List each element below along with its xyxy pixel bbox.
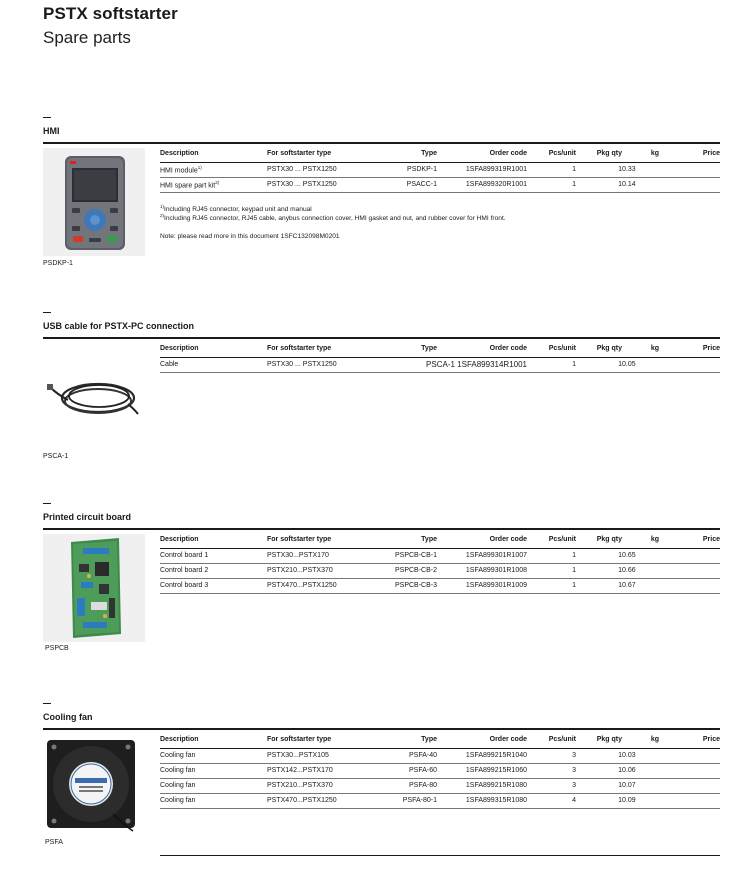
cell-order-code: 1SFA899215R1040 bbox=[437, 748, 527, 763]
cell-price bbox=[659, 793, 720, 808]
col-kg: kg bbox=[622, 146, 659, 162]
col-softstarter: For softstarter type bbox=[267, 532, 385, 548]
cell-pcs-unit: 1 bbox=[527, 177, 576, 192]
cell-type: PSFA-60 bbox=[385, 763, 437, 778]
cell-description: HMI module$^{1)}$ bbox=[160, 162, 267, 177]
cell-type: PSDKP-1 bbox=[385, 162, 437, 177]
section-dash bbox=[43, 117, 51, 118]
table-header-row bbox=[160, 732, 720, 748]
cooling-fan-photo bbox=[43, 736, 139, 834]
table-row bbox=[160, 778, 720, 793]
cell-price bbox=[659, 548, 720, 563]
cell-order-code: 1SFA899301R1007 bbox=[437, 548, 527, 563]
usb-parts-table bbox=[160, 341, 720, 373]
footnote-1: $^{1)}$Including RJ45 connector, keypad unit and manual bbox=[160, 204, 312, 214]
table-row bbox=[160, 177, 720, 192]
section-title-usb: USB cable for PSTX-PC connection bbox=[43, 321, 195, 331]
cell-description: Cooling fan bbox=[160, 748, 267, 763]
section-rule bbox=[43, 337, 720, 339]
cell-type: PSFA-80-1 bbox=[385, 793, 437, 808]
cell-order-code: 1SFA899315R1080 bbox=[437, 793, 527, 808]
cell-price bbox=[659, 563, 720, 578]
cell-pkg-qty: 1 bbox=[576, 162, 622, 177]
image-label-hmi: PSDKP-1 bbox=[43, 260, 73, 267]
col-softstarter: For softstarter type bbox=[267, 146, 385, 162]
table-row bbox=[160, 748, 720, 763]
cell-pkg-qty: 1 bbox=[576, 748, 622, 763]
section-dash bbox=[43, 703, 51, 704]
col-softstarter: For softstarter type bbox=[267, 341, 385, 357]
cell-pkg-qty: 1 bbox=[576, 778, 622, 793]
section-title-fan: Cooling fan bbox=[43, 712, 93, 722]
table-row bbox=[160, 578, 720, 593]
col-order-code: Order code bbox=[437, 532, 527, 548]
cell-softstarter: PSTX470...PSTX1250 bbox=[267, 793, 385, 808]
page-title: PSTX softstarter bbox=[43, 4, 178, 23]
cell-price bbox=[659, 778, 720, 793]
footnote-2: $^{2)}$Including RJ45 connector, RJ45 cable, anybus connection cover, HMI gasket and nut, and rubber cover for HMI front. bbox=[160, 213, 506, 223]
cell-kg: 0.67 bbox=[622, 578, 659, 593]
image-label-pcb: PSPCB bbox=[45, 645, 69, 652]
cell-softstarter: PSTX30...PSTX170 bbox=[267, 548, 385, 563]
section-title-pcb: Printed circuit board bbox=[43, 512, 132, 522]
col-price: Price bbox=[659, 732, 720, 748]
col-type: Type bbox=[385, 732, 437, 748]
cell-price bbox=[659, 763, 720, 778]
col-order-code: Order code bbox=[437, 341, 527, 357]
cell-type: PSFA-80 bbox=[385, 778, 437, 793]
cell-kg: 0.09 bbox=[622, 793, 659, 808]
col-description: Description bbox=[160, 146, 267, 162]
cell-pcs-unit: 3 bbox=[527, 748, 576, 763]
cell-pcs-unit: 1 bbox=[527, 162, 576, 177]
cell-pcs-unit: 3 bbox=[527, 763, 576, 778]
section-dash bbox=[43, 503, 51, 504]
col-pkg-qty: Pkg qty bbox=[576, 732, 622, 748]
cell-kg: 0.03 bbox=[622, 748, 659, 763]
col-pcs-unit: Pcs/unit bbox=[527, 732, 576, 748]
col-kg: kg bbox=[622, 732, 659, 748]
page-subtitle: Spare parts bbox=[43, 28, 131, 47]
col-type: Type bbox=[385, 341, 437, 357]
cell-softstarter: PSTX470...PSTX1250 bbox=[267, 578, 385, 593]
col-type: Type bbox=[385, 532, 437, 548]
col-type: Type bbox=[385, 146, 437, 162]
cell-pkg-qty: 1 bbox=[576, 548, 622, 563]
col-order-code: Order code bbox=[437, 732, 527, 748]
cell-type-order-code: PSCA-1 1SFA899314R1001 bbox=[385, 357, 527, 372]
hmi-module-photo bbox=[43, 148, 145, 256]
cell-order-code: 1SFA899320R1001 bbox=[437, 177, 527, 192]
table-bottom-rule bbox=[160, 855, 720, 856]
table-row bbox=[160, 763, 720, 778]
cell-description: Cooling fan bbox=[160, 763, 267, 778]
cell-description: Control board 2 bbox=[160, 563, 267, 578]
usb-cable-photo bbox=[43, 344, 145, 450]
cell-pcs-unit: 3 bbox=[527, 778, 576, 793]
section-rule bbox=[43, 728, 720, 730]
cell-price bbox=[659, 578, 720, 593]
cell-softstarter: PSTX30...PSTX105 bbox=[267, 748, 385, 763]
cell-description: Cable bbox=[160, 357, 267, 372]
col-price: Price bbox=[659, 146, 720, 162]
cell-pcs-unit: 1 bbox=[527, 563, 576, 578]
cell-pcs-unit: 1 bbox=[527, 548, 576, 563]
section-rule bbox=[43, 142, 720, 144]
cell-pkg-qty: 1 bbox=[576, 357, 622, 372]
cell-pkg-qty: 1 bbox=[576, 763, 622, 778]
col-price: Price bbox=[659, 341, 720, 357]
table-header-row bbox=[160, 532, 720, 548]
cell-description: Cooling fan bbox=[160, 778, 267, 793]
cell-pkg-qty: 1 bbox=[576, 793, 622, 808]
cell-type: PSPCB-CB-2 bbox=[385, 563, 437, 578]
cell-softstarter: PSTX142...PSTX170 bbox=[267, 763, 385, 778]
table-row bbox=[160, 357, 720, 372]
cell-kg: 0.65 bbox=[622, 548, 659, 563]
table-header-row bbox=[160, 341, 720, 357]
table-row bbox=[160, 162, 720, 177]
cell-kg: 0.05 bbox=[622, 357, 659, 372]
pcb-photo bbox=[43, 534, 145, 642]
cell-pkg-qty: 1 bbox=[576, 563, 622, 578]
image-label-fan: PSFA bbox=[45, 839, 63, 846]
cell-kg: 0.66 bbox=[622, 563, 659, 578]
col-softstarter: For softstarter type bbox=[267, 732, 385, 748]
col-pcs-unit: Pcs/unit bbox=[527, 146, 576, 162]
cell-pkg-qty: 1 bbox=[576, 177, 622, 192]
section-rule bbox=[43, 528, 720, 530]
col-pcs-unit: Pcs/unit bbox=[527, 341, 576, 357]
cell-price bbox=[659, 357, 720, 372]
cell-order-code: 1SFA899215R1060 bbox=[437, 763, 527, 778]
cell-type: PSFA-40 bbox=[385, 748, 437, 763]
table-header-row bbox=[160, 146, 720, 162]
col-pcs-unit: Pcs/unit bbox=[527, 532, 576, 548]
hmi-parts-table bbox=[160, 146, 720, 193]
col-price: Price bbox=[659, 532, 720, 548]
col-pkg-qty: Pkg qty bbox=[576, 532, 622, 548]
col-description: Description bbox=[160, 341, 267, 357]
image-label-usb: PSCA-1 bbox=[43, 453, 69, 460]
cell-order-code: 1SFA899319R1001 bbox=[437, 162, 527, 177]
fan-parts-table bbox=[160, 732, 720, 809]
table-row bbox=[160, 563, 720, 578]
cell-kg: 0.14 bbox=[622, 177, 659, 192]
cell-softstarter: PSTX30 ... PSTX1250 bbox=[267, 357, 385, 372]
col-order-code: Order code bbox=[437, 146, 527, 162]
hmi-note: Note: please read more in this document 1SFC132098M0201 bbox=[160, 233, 340, 240]
cell-softstarter: PSTX30 ... PSTX1250 bbox=[267, 177, 385, 192]
col-description: Description bbox=[160, 732, 267, 748]
col-pkg-qty: Pkg qty bbox=[576, 146, 622, 162]
col-kg: kg bbox=[622, 341, 659, 357]
col-pkg-qty: Pkg qty bbox=[576, 341, 622, 357]
pcb-parts-table bbox=[160, 532, 720, 594]
cell-kg: 0.33 bbox=[622, 162, 659, 177]
col-kg: kg bbox=[622, 532, 659, 548]
cell-description: Control board 1 bbox=[160, 548, 267, 563]
cell-softstarter: PSTX210...PSTX370 bbox=[267, 778, 385, 793]
cell-pcs-unit: 1 bbox=[527, 357, 576, 372]
cell-kg: 0.06 bbox=[622, 763, 659, 778]
cell-type: PSPCB-CB-3 bbox=[385, 578, 437, 593]
cell-price bbox=[659, 177, 720, 192]
cell-description: Cooling fan bbox=[160, 793, 267, 808]
cell-softstarter: PSTX210...PSTX370 bbox=[267, 563, 385, 578]
cell-pcs-unit: 1 bbox=[527, 578, 576, 593]
cell-price bbox=[659, 162, 720, 177]
cell-price bbox=[659, 748, 720, 763]
cell-order-code: 1SFA899301R1008 bbox=[437, 563, 527, 578]
section-title-hmi: HMI bbox=[43, 126, 60, 136]
cell-softstarter: PSTX30 ... PSTX1250 bbox=[267, 162, 385, 177]
section-dash bbox=[43, 312, 51, 313]
cell-order-code: 1SFA899215R1080 bbox=[437, 778, 527, 793]
cell-pcs-unit: 4 bbox=[527, 793, 576, 808]
cell-type: PSPCB-CB-1 bbox=[385, 548, 437, 563]
cell-description: HMI spare part kit$^{2)}$ bbox=[160, 177, 267, 192]
cell-kg: 0.07 bbox=[622, 778, 659, 793]
cell-order-code: 1SFA899301R1009 bbox=[437, 578, 527, 593]
cell-description: Control board 3 bbox=[160, 578, 267, 593]
cell-pkg-qty: 1 bbox=[576, 578, 622, 593]
col-description: Description bbox=[160, 532, 267, 548]
cell-type: PSACC-1 bbox=[385, 177, 437, 192]
table-row bbox=[160, 793, 720, 808]
table-row bbox=[160, 548, 720, 563]
